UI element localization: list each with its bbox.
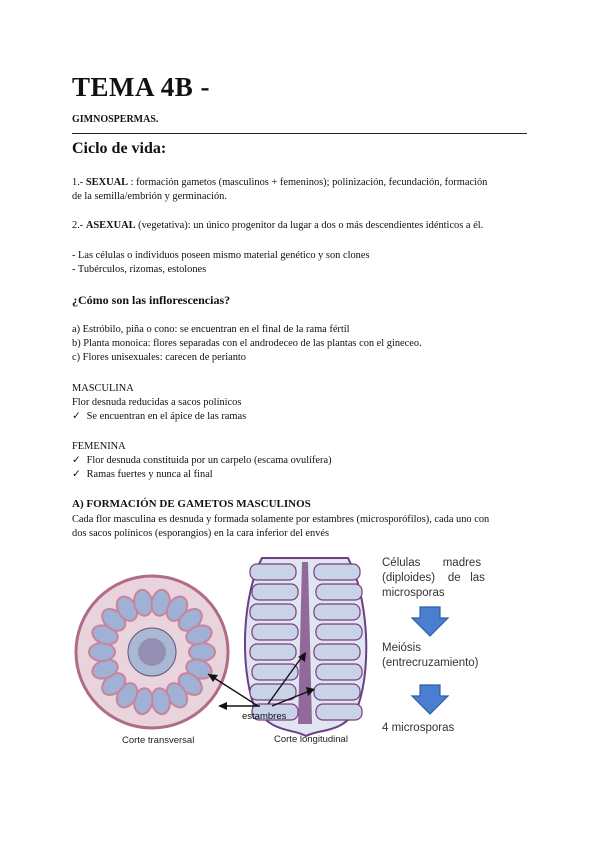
cycle-heading: Ciclo de vida: bbox=[72, 140, 167, 157]
caption-transverse: Corte transversal bbox=[122, 735, 195, 746]
down-arrow-icon bbox=[410, 606, 450, 638]
check-icon: ✓ bbox=[72, 411, 81, 422]
femenina-block bbox=[72, 440, 528, 482]
masculina-block bbox=[72, 382, 528, 424]
list-item: ✓ Ramas fuertes y nunca al final bbox=[72, 469, 213, 480]
flow-step-1 bbox=[382, 556, 486, 601]
annotation-overlay bbox=[72, 556, 378, 750]
sexual-paragraph bbox=[72, 176, 528, 204]
list-item: - Tubérculos, rizomas, estolones bbox=[72, 264, 207, 275]
gametos-heading: A) FORMACIÓN DE GAMETOS MASCULINOS bbox=[72, 498, 311, 510]
flow-step-3: 4 microsporas bbox=[382, 722, 455, 734]
asexual-prefix: 2.- bbox=[72, 220, 86, 231]
femenina-label: FEMENINA bbox=[72, 441, 126, 452]
masculina-label: MASCULINA bbox=[72, 383, 134, 394]
inflo-heading: ¿Cómo son las inflorescencias? bbox=[72, 293, 231, 307]
pointer-line bbox=[208, 674, 258, 706]
list-item: ✓ Flor desnuda constituida por un carpelo (escama ovulífera) bbox=[72, 455, 332, 466]
sexual-bold: SEXUAL bbox=[85, 177, 129, 188]
list-item: c) Flores unisexuales: carecen de perianto bbox=[72, 352, 246, 363]
arrowhead-icon bbox=[306, 687, 315, 696]
gametos-line1: Cada flor masculina es desnuda y formada solamente por estambres (microsporófilos), cada uno con bbox=[72, 514, 490, 525]
flow-step2-line2: (entrecruzamiento) bbox=[382, 657, 479, 669]
masculina-line1: Flor desnuda reducidas a sacos polínicos bbox=[72, 397, 242, 408]
check-icon: ✓ bbox=[72, 469, 81, 480]
list-item: ✓ Se encuentran en el ápice de las ramas bbox=[72, 411, 247, 422]
pointer-line bbox=[268, 654, 304, 704]
caption-longitudinal: Corte longitudinal bbox=[274, 734, 348, 745]
divider bbox=[72, 133, 527, 134]
asexual-bold: ASEXUAL bbox=[85, 220, 136, 231]
gametos-paragraph bbox=[72, 513, 528, 541]
list-item: - Las células o individuos poseen mismo material genético y son clones bbox=[72, 250, 370, 261]
flow-step2-line1: Meiósis bbox=[382, 642, 421, 654]
check-icon: ✓ bbox=[72, 455, 81, 466]
flow-step1-line1: Células madres bbox=[382, 557, 482, 569]
down-arrow-icon bbox=[410, 684, 450, 716]
flow-step1-line2: (diploides) de las bbox=[382, 572, 485, 584]
sexual-prefix: 1.- bbox=[72, 177, 86, 188]
label-estambres: estambres bbox=[242, 711, 287, 722]
flow-step-2 bbox=[382, 641, 479, 671]
asexual-rest: (vegetativa): un único progenitor da lugar a dos o más descendientes idénticos a él. bbox=[135, 220, 484, 231]
asexual-paragraph bbox=[72, 219, 528, 233]
list-item: a) Estróbilo, piña o cono: se encuentran en el final de la rama fértil bbox=[72, 324, 350, 335]
page-title: TEMA 4B - bbox=[72, 72, 211, 102]
gametos-line2: dos sacos polínicos (esporangios) en la cara inferior del envés bbox=[72, 528, 330, 539]
page-subtitle: GIMNOSPERMAS. bbox=[72, 114, 159, 125]
arrowhead-icon bbox=[208, 674, 218, 682]
list-item: b) Planta monoica: flores separadas con el androdeceo de las plantas con el gineceo. bbox=[72, 338, 422, 349]
asexual-bullets bbox=[72, 249, 528, 277]
pointer-line bbox=[272, 690, 312, 706]
inflo-list bbox=[72, 323, 528, 365]
flow-step1-line3: microsporas bbox=[382, 587, 445, 599]
sexual-rest: : formación gametos (masculinos + femeninos); polinización, fecundación, formación bbox=[128, 177, 488, 188]
arrowhead-icon bbox=[218, 702, 227, 710]
sexual-line2: de la semilla/embrión y germinación. bbox=[72, 191, 227, 202]
